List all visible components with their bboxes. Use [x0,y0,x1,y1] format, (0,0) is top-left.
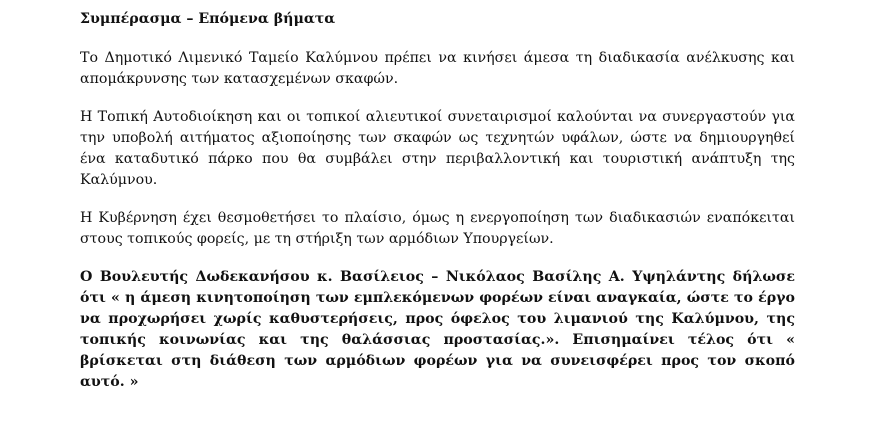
section-heading: Συμπέρασμα – Επόμενα βήματα [80,11,336,27]
paragraph-local-authority: Η Τοπική Αυτοδιοίκηση και οι τοπικοί αλιευτικοί συνεταιρισμοί καλούνται να συνεργαστούν για την υποβολή αιτήματος αξιοποίησης των σκαφών ως τεχνητών υφάλων, ώστε να δημιουργηθεί ένα καταδυτικό πάρκο που θα συμβάλει στην περιβαλλοντική και τουριστική ανάπτυξη της Καλύμνου. [80,109,795,188]
document-page [80,9,795,393]
paragraph-mp-statement: Ο Βουλευτής Δωδεκανήσου κ. Βασίλειος – Νικόλαος Βασίλης Α. Υψηλάντης δήλωσε ότι « η άμεση κινητοποίηση των εμπλεκόμενων φορέων είναι αναγκαία, ώστε το έργο να προχωρήσει χωρίς καθυστερήσεις, προς όφελος του λιμανιού της Καλύμνου, της τοπικής κοινωνίας και της θαλάσσιας προστασίας.». Επισημαίνει τέλος ότι « βρίσκεται στη διάθεση των αρμόδιων φορέων για να συνεισφέρει προς τον σκοπό αυτό. » [80,269,795,390]
paragraph-port-fund: Το Δημοτικό Λιμενικό Ταμείο Καλύμνου πρέπει να κινήσει άμεσα τη διαδικασία ανέλκυσης και απομάκρυνσης των κατασχεμένων σκαφών. [80,50,795,87]
paragraph-government: Η Κυβέρνηση έχει θεσμοθετήσει το πλαίσιο, όμως η ενεργοποίηση των διαδικασιών εναπόκειται στους τοπικούς φορείς, με τη στήριξη των αρμόδιων Υπουργείων. [80,210,795,247]
